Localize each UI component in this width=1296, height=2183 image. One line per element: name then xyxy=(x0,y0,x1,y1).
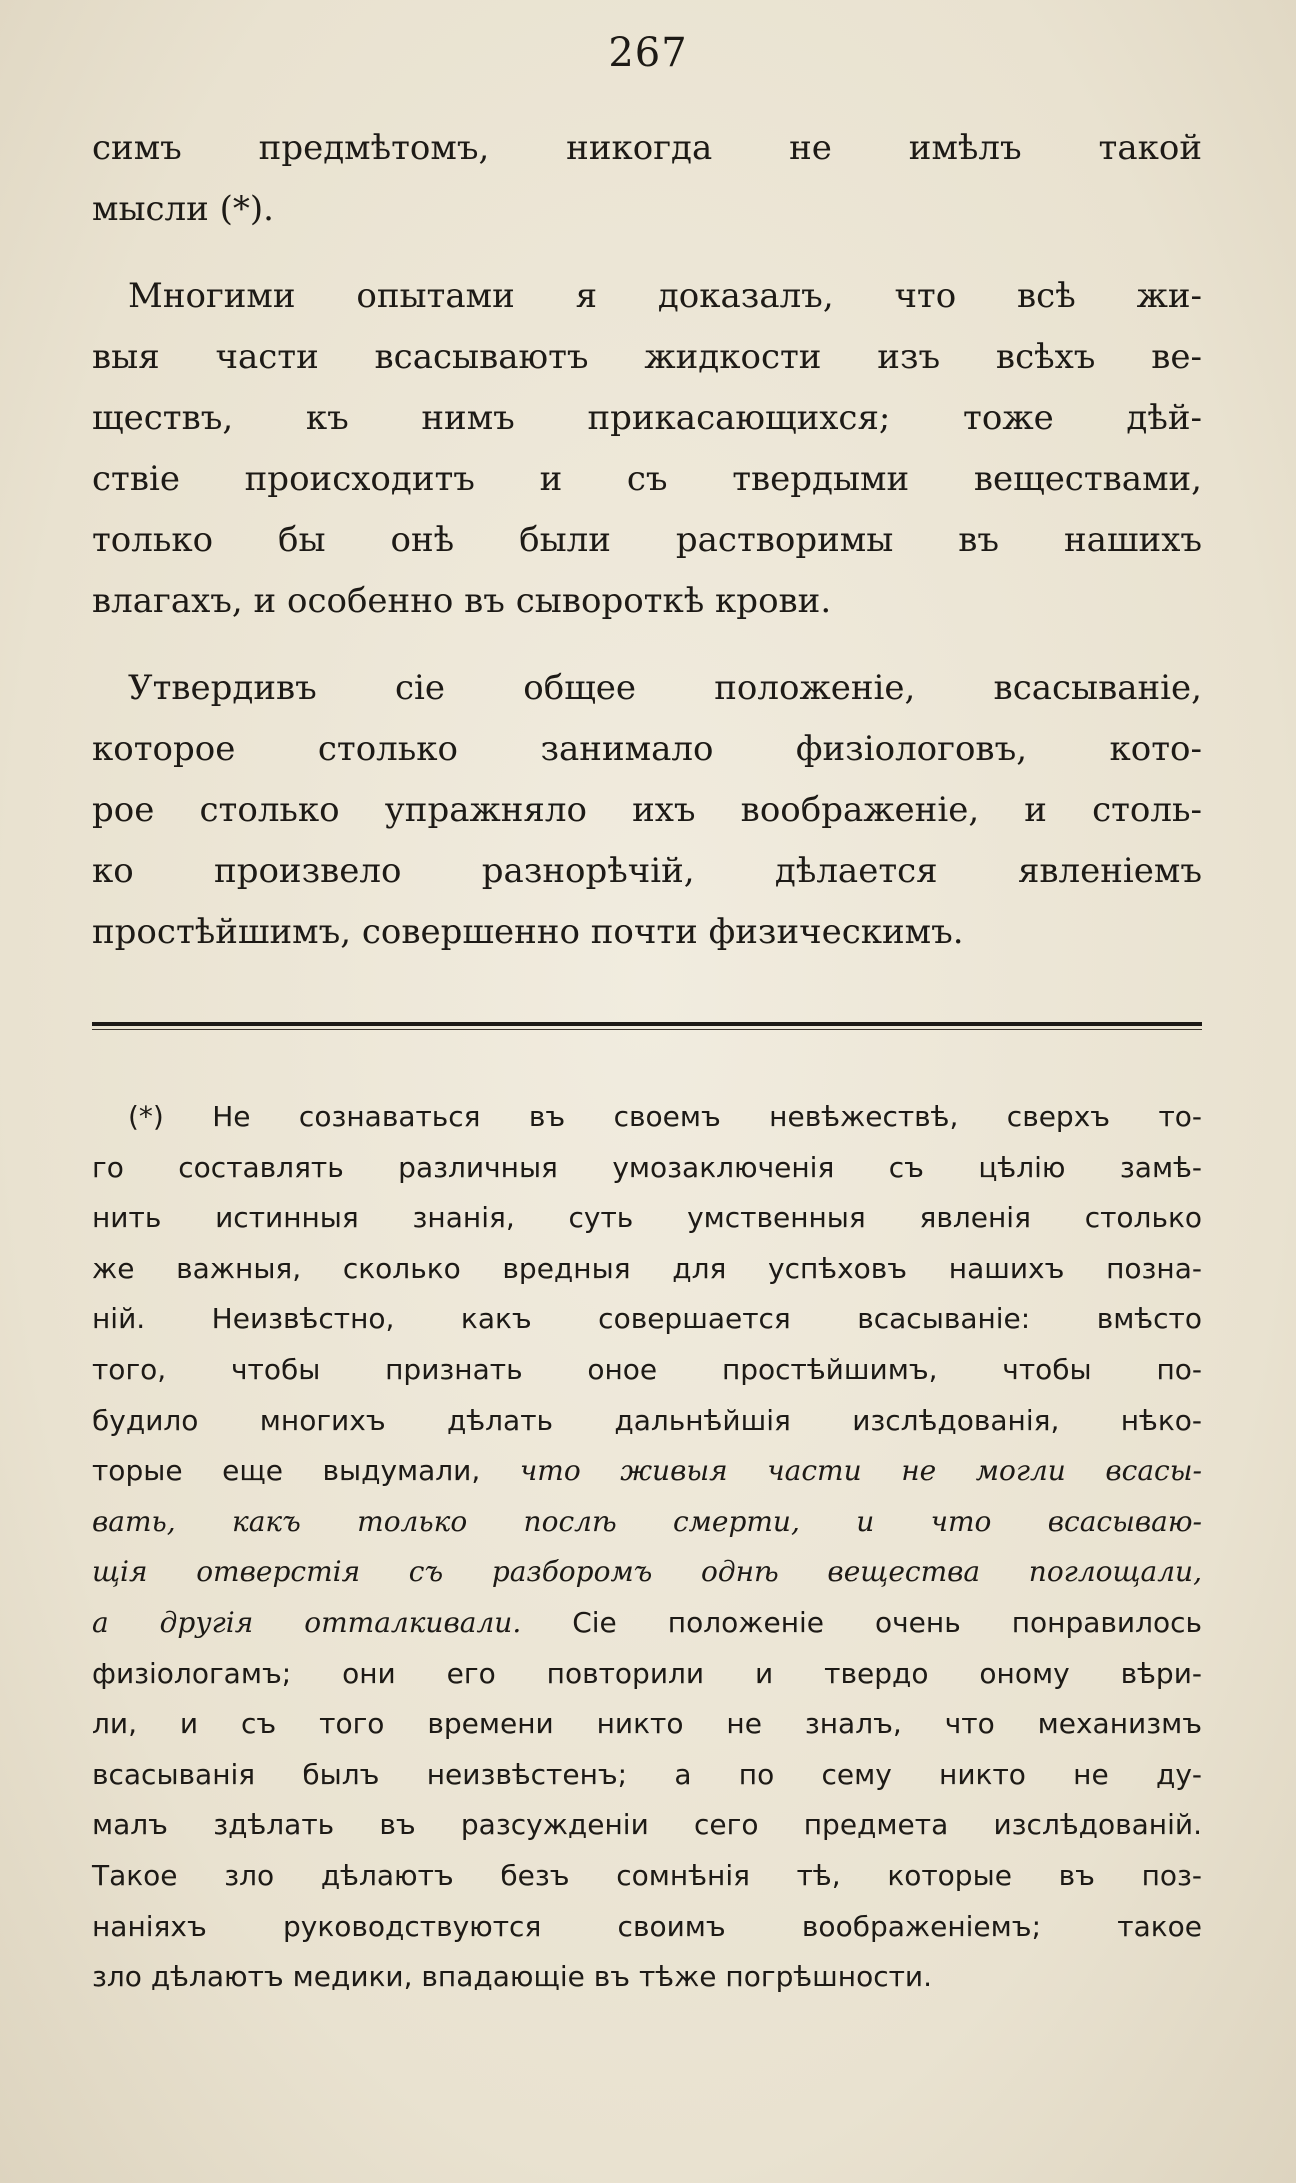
body-text-line: Многими опытами я доказалъ, что всѣ жи- xyxy=(128,276,1202,316)
text-segment: того, чтобы признать оное простѣйшимъ, чтобы по- xyxy=(92,1352,1202,1386)
text-segment: будило многихъ дѣлать дальнѣйшія изслѣдованія, нѣко- xyxy=(92,1403,1202,1437)
text-segment: наніяхъ руководствуются своимъ воображеніемъ; такое xyxy=(92,1909,1202,1943)
footnote-line xyxy=(92,1497,1202,1548)
text-segment: Такое зло дѣлаютъ безъ сомнѣнія тѣ, которые въ поз- xyxy=(92,1858,1202,1892)
footnote-line xyxy=(92,1851,1202,1902)
footnote-line xyxy=(92,1345,1202,1396)
body-text-line: симъ предмѣтомъ, никогда не имѣлъ такой xyxy=(92,128,1202,168)
paragraph-gap xyxy=(92,632,1202,658)
footnote-line xyxy=(92,1699,1202,1750)
body-text-line: которое столько занимало физіологовъ, кото- xyxy=(92,729,1202,769)
body-text-line: ществъ, къ нимъ прикасающихся; тоже дѣй- xyxy=(92,398,1202,438)
footnote-line xyxy=(92,1294,1202,1345)
text-segment: торые еще выдумали, xyxy=(92,1454,520,1488)
text-segment: ли, и съ того времени никто не зналъ, что механизмъ xyxy=(92,1707,1202,1741)
footnote-line xyxy=(92,1446,1202,1497)
footnote-line xyxy=(92,1244,1202,1295)
footnote-line xyxy=(92,1649,1202,1700)
text-segment: зло дѣлаютъ медики, впадающіе въ тѣже погрѣшности. xyxy=(92,1960,933,1994)
text-segment: Сіе положеніе очень понравилось xyxy=(521,1605,1202,1639)
main-text xyxy=(92,118,1202,963)
text-segment: физіологамъ; они его повторили и твердо оному вѣри- xyxy=(92,1656,1202,1690)
page-number: 267 xyxy=(608,30,688,76)
footnote-line xyxy=(92,1800,1202,1851)
footnote xyxy=(92,1092,1202,2003)
footnote-line xyxy=(92,1193,1202,1244)
body-text-line: влагахъ, и особенно въ сывороткѣ крови. xyxy=(92,581,832,621)
body-text-line: мысли (*). xyxy=(92,189,274,229)
footnote-line xyxy=(92,1902,1202,1953)
italic-segment: щія отверстія съ разборомъ однѣ вещества поглощали, xyxy=(92,1555,1202,1589)
body-text-line: выя части всасываютъ жидкости изъ всѣхъ ве- xyxy=(92,337,1202,377)
footnote-line xyxy=(92,1547,1202,1598)
italic-segment: а другія отталкивали. xyxy=(92,1605,522,1639)
body-text-line: ко произвело разнорѣчій, дѣлается явленіемъ xyxy=(92,851,1202,891)
body-text-line: Утвердивъ сіе общее положеніе, всасываніе, xyxy=(128,668,1202,708)
footnote-line xyxy=(92,1396,1202,1447)
footnote-line xyxy=(92,1092,1202,1143)
body-text-line: рое столько упражняло ихъ воображеніе, и столь- xyxy=(92,790,1202,830)
text-segment: же важныя, сколько вредныя для успѣховъ нашихъ позна- xyxy=(92,1251,1202,1285)
footnote-line xyxy=(92,1598,1202,1649)
text-segment: ній. Неизвѣстно, какъ совершается всасываніе: вмѣсто xyxy=(92,1302,1202,1336)
footnote-line xyxy=(92,1143,1202,1194)
text-segment: всасыванія былъ неизвѣстенъ; а по сему никто не ду- xyxy=(92,1757,1202,1791)
paragraph-gap xyxy=(92,240,1202,266)
body-text-line: ствіе происходитъ и съ твердыми веществами, xyxy=(92,459,1202,499)
italic-segment: что живыя части не могли всасы- xyxy=(519,1454,1202,1488)
footnote-separator-rule xyxy=(92,1022,1202,1026)
text-segment: малъ здѣлать въ разсужденіи сего предмета изслѣдованій. xyxy=(92,1808,1202,1842)
footnote-line xyxy=(92,1750,1202,1801)
body-text-line: простѣйшимъ, совершенно почти физическимъ. xyxy=(92,912,964,952)
italic-segment: вать, какъ только послѣ смерти, и что всасываю- xyxy=(92,1504,1202,1538)
text-segment: го составлять различныя умозаключенія съ цѣлію замѣ- xyxy=(92,1150,1202,1184)
footnote-line xyxy=(92,1952,1202,2003)
body-text-line: только бы онѣ были растворимы въ нашихъ xyxy=(92,520,1202,560)
text-segment: (*) Не сознаваться въ своемъ невѣжествѣ, сверхъ то- xyxy=(128,1100,1202,1133)
text-segment: нить истинныя знанія, суть умственныя явленія столько xyxy=(92,1201,1202,1235)
